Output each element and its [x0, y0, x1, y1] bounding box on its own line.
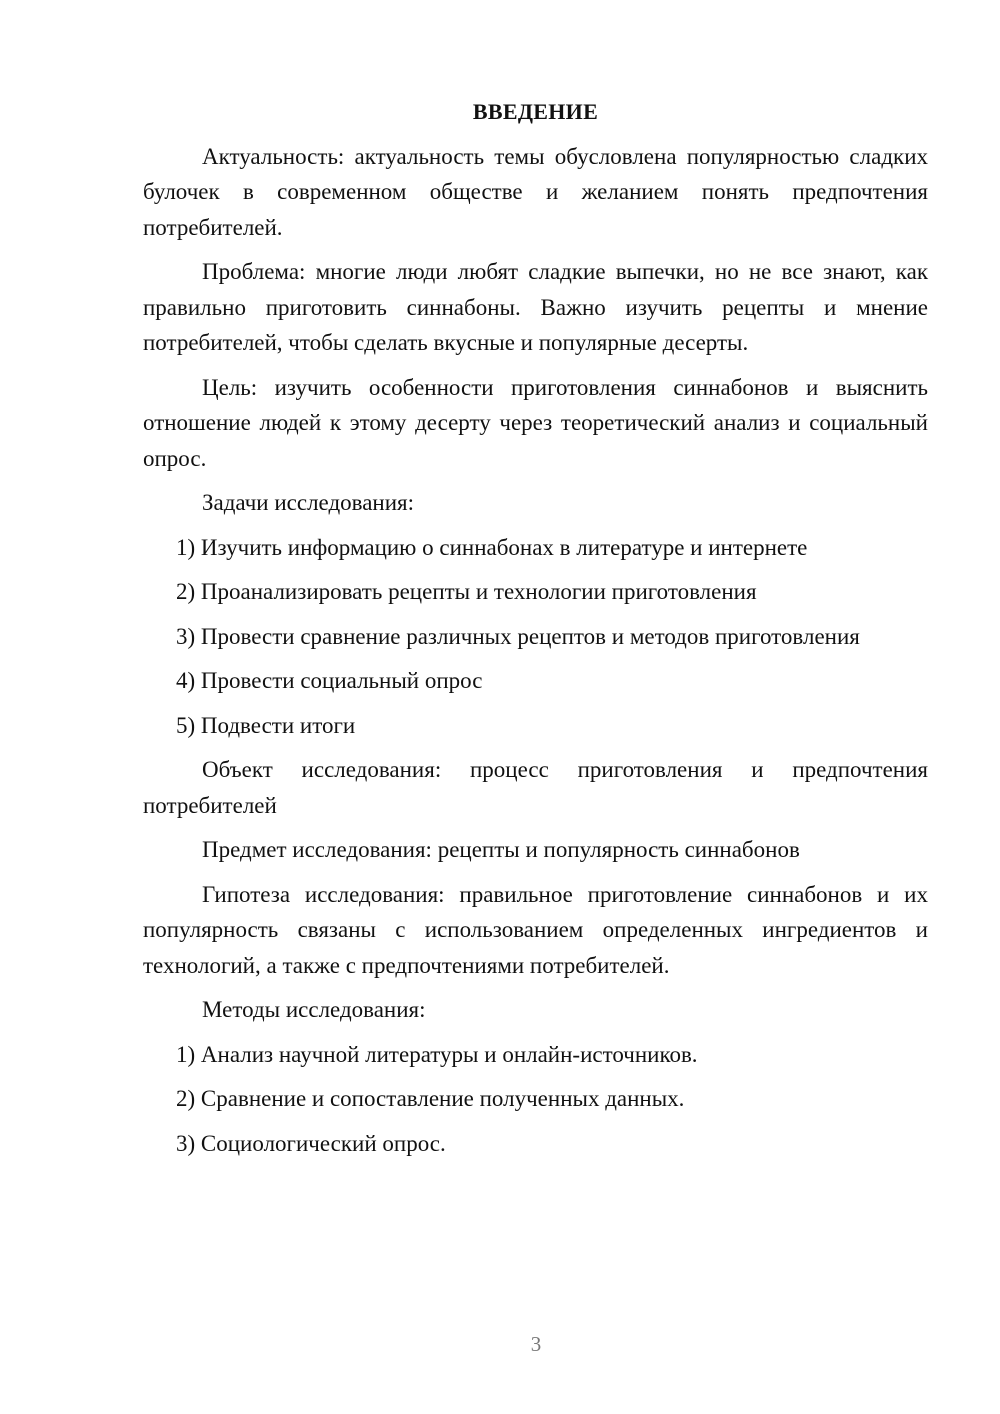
object-paragraph: Объект исследования: процесс приготовления и предпочтения потребителей — [143, 757, 928, 818]
method-item: 3) Социологический опрос. — [176, 1130, 446, 1156]
tasks-heading: Задачи исследования: — [202, 490, 415, 515]
task-item: 2) Проанализировать рецепты и технологии приготовления — [176, 579, 757, 604]
section-title: ВВЕДЕНИЕ — [472, 99, 599, 124]
task-item: 3) Провести сравнение различных рецептов и методов приготовления — [176, 623, 860, 649]
relevance-paragraph: Актуальность: актуальность темы обусловлена популярностью сладких булочек в современном обществе и желанием понять предпочтения потребителей. — [143, 143, 928, 240]
page-content — [143, 94, 928, 1170]
task-item: 1) Изучить информацию о синнабонах в литературе и интернете — [176, 534, 808, 560]
page-number: 3 — [530, 1332, 542, 1356]
subject-paragraph: Предмет исследования: рецепты и популярность синнабонов — [202, 837, 800, 862]
problem-paragraph: Проблема: многие люди любят сладкие выпечки, но не все знают, как правильно приготовить синнабоны. Важно изучить рецепты и мнение потребителей, чтобы сделать вкусные и популярные десерты. — [143, 259, 928, 355]
hypothesis-paragraph: Гипотеза исследования: правильное приготовление синнабонов и их популярность связаны с использованием определенных ингредиентов и технологий, а также с предпочтениями потребителей. — [143, 881, 928, 978]
goal-paragraph: Цель: изучить особенности приготовления синнабонов и выяснить отношение людей к этому десерту через теоретический анализ и социальный опрос. — [143, 374, 928, 471]
task-item: 4) Провести социальный опрос — [176, 668, 483, 693]
method-item: 1) Анализ научной литературы и онлайн-источников. — [176, 1041, 698, 1067]
methods-heading: Методы исследования: — [202, 997, 426, 1022]
task-item: 5) Подвести итоги — [176, 712, 356, 738]
method-item: 2) Сравнение и сопоставление полученных данных. — [176, 1086, 685, 1111]
